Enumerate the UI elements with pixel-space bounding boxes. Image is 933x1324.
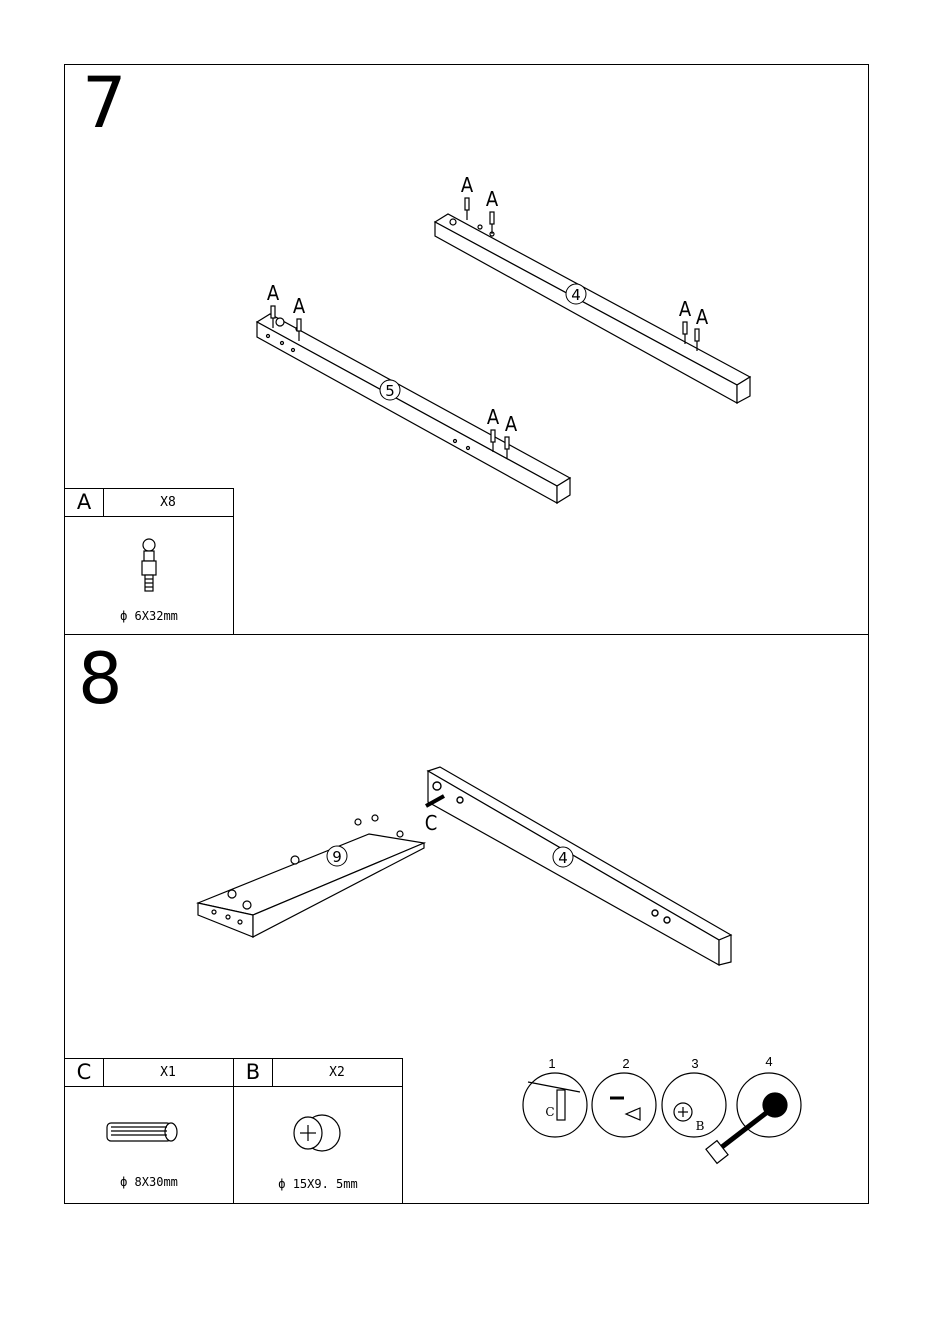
- part-label-a-6: A: [695, 305, 709, 329]
- hardware-letter: C: [65, 1059, 104, 1086]
- cam-bolt-icon: [133, 537, 165, 595]
- part-label-a-1: A: [460, 173, 474, 197]
- board-number-5: 5: [385, 382, 395, 400]
- step-8-number: 8: [78, 638, 123, 720]
- detail-step-1: 1: [548, 1056, 556, 1071]
- part-label-a-2: A: [485, 187, 499, 211]
- hardware-box-b: [233, 1058, 403, 1204]
- detail-sequence: [523, 1073, 801, 1163]
- part-label-a-7: A: [486, 405, 500, 429]
- part-label-a-8: A: [504, 412, 518, 436]
- wood-dowel-icon: [105, 1119, 181, 1145]
- detail-step-3: 3: [691, 1056, 699, 1071]
- hardware-box-a: [64, 488, 234, 635]
- hardware-quantity: X2: [329, 1065, 345, 1080]
- detail-part-b: B: [695, 1119, 705, 1133]
- board-4-step8: [428, 767, 731, 965]
- board-number-4: 4: [571, 286, 581, 304]
- hardware-spec: ф 15X9. 5mm: [278, 1177, 358, 1191]
- board-number-9: 9: [332, 848, 342, 866]
- hardware-spec: ф 8X30mm: [120, 1175, 178, 1189]
- hardware-letter: B: [234, 1059, 273, 1086]
- part-label-c: C: [424, 811, 438, 835]
- hardware-box-c: [64, 1058, 234, 1204]
- board-9-step8: [198, 815, 424, 937]
- hardware-letter: A: [65, 489, 104, 516]
- part-label-a-4: A: [292, 294, 306, 318]
- detail-part-c: C: [545, 1105, 555, 1119]
- detail-step-4: 4: [765, 1054, 773, 1069]
- board-number-4-step8: 4: [558, 849, 568, 867]
- board-5-step7: [257, 314, 570, 503]
- hardware-spec: ф 6X32mm: [120, 609, 178, 623]
- detail-step-2: 2: [622, 1056, 630, 1071]
- part-label-a-5: A: [678, 297, 692, 321]
- step-7-number: 7: [82, 62, 127, 144]
- cam-lock-icon: [290, 1111, 344, 1155]
- hardware-quantity: X1: [160, 1065, 176, 1080]
- hardware-quantity: X8: [160, 495, 176, 510]
- part-label-a-3: A: [266, 281, 280, 305]
